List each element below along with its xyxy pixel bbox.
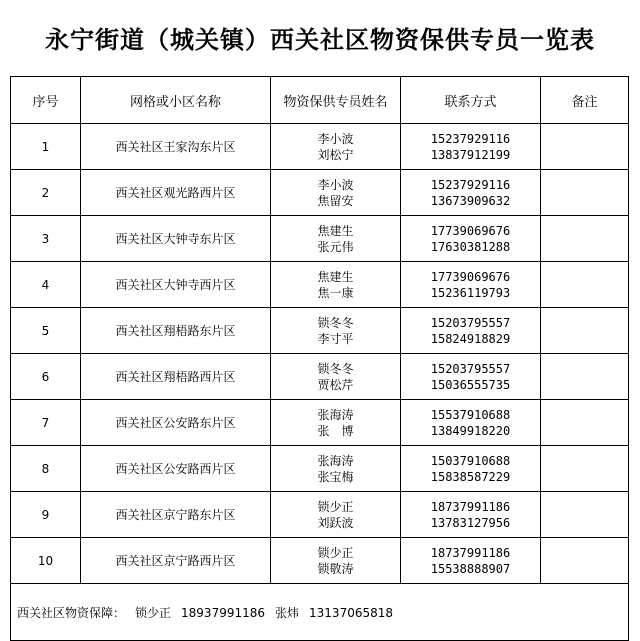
row-names xyxy=(271,446,401,492)
row-area: 西关社区京宁路西片区 xyxy=(81,538,271,584)
row-names xyxy=(271,124,401,170)
row-names xyxy=(271,262,401,308)
table-row xyxy=(11,354,629,400)
staff-name: 锁少正 xyxy=(317,545,354,560)
row-area: 西关社区公安路西片区 xyxy=(81,446,271,492)
row-remark xyxy=(541,308,629,354)
row-index: 2 xyxy=(11,170,81,216)
phone-number: 15036555735 xyxy=(430,377,511,392)
phone-number: 15237929116 xyxy=(430,131,511,146)
row-area: 西关社区王家沟东片区 xyxy=(81,124,271,170)
row-phones xyxy=(401,492,541,538)
footer-person-1: 锁少正 xyxy=(135,605,172,620)
staff-name: 李寸平 xyxy=(317,331,354,346)
row-phones xyxy=(401,538,541,584)
footer-phone-2: 13137065818 xyxy=(309,605,394,620)
footer-row xyxy=(11,584,629,641)
row-remark xyxy=(541,400,629,446)
row-index: 10 xyxy=(11,538,81,584)
header-area: 网格或小区名称 xyxy=(81,77,271,124)
staff-name: 锁少正 xyxy=(317,499,354,514)
row-phones xyxy=(401,400,541,446)
staff-name: 锁敬涛 xyxy=(317,561,354,576)
phone-number: 15203795557 xyxy=(430,315,511,330)
phone-number: 13849918220 xyxy=(430,423,511,438)
header-index: 序号 xyxy=(11,77,81,124)
row-phones xyxy=(401,216,541,262)
phone-number: 15538888907 xyxy=(430,561,511,576)
row-names xyxy=(271,400,401,446)
row-remark xyxy=(541,262,629,308)
row-area: 西关社区翔梧路东片区 xyxy=(81,308,271,354)
table-row xyxy=(11,262,629,308)
row-remark xyxy=(541,354,629,400)
footer-phone-1: 18937991186 xyxy=(181,605,266,620)
staff-name: 刘松宁 xyxy=(317,147,354,162)
table-row xyxy=(11,446,629,492)
phone-number: 15537910688 xyxy=(430,407,511,422)
staff-name: 焦一康 xyxy=(317,285,354,300)
row-phones xyxy=(401,446,541,492)
staff-name: 李小波 xyxy=(317,131,354,146)
staff-name: 张海涛 xyxy=(317,407,354,422)
table-row xyxy=(11,216,629,262)
phone-number: 15203795557 xyxy=(430,361,511,376)
phone-number: 15236119793 xyxy=(430,285,511,300)
row-phones xyxy=(401,262,541,308)
row-index: 3 xyxy=(11,216,81,262)
footer-person-2: 张炜 xyxy=(275,605,300,620)
row-names xyxy=(271,308,401,354)
staff-name: 刘跃波 xyxy=(317,515,354,530)
phone-number: 13837912199 xyxy=(430,147,511,162)
table-row xyxy=(11,124,629,170)
header-remark: 备注 xyxy=(541,77,629,124)
staff-name: 张元伟 xyxy=(317,239,354,254)
row-remark xyxy=(541,216,629,262)
staff-name: 张 博 xyxy=(317,423,354,438)
phone-number: 13783127956 xyxy=(430,515,511,530)
phone-number: 17739069676 xyxy=(430,223,511,238)
row-index: 6 xyxy=(11,354,81,400)
staff-name: 李小波 xyxy=(317,177,354,192)
page-title: 永宁街道（城关镇）西关社区物资保供专员一览表 xyxy=(45,25,595,54)
phone-number: 15824918829 xyxy=(430,331,511,346)
table-row xyxy=(11,170,629,216)
row-names xyxy=(271,492,401,538)
staff-name: 张宝梅 xyxy=(317,469,354,484)
staff-name: 贾松芹 xyxy=(317,377,354,392)
row-area: 西关社区公安路东片区 xyxy=(81,400,271,446)
staff-name: 锁冬冬 xyxy=(317,315,354,330)
table-row xyxy=(11,400,629,446)
phone-number: 15237929116 xyxy=(430,177,511,192)
phone-number: 13673909632 xyxy=(430,193,511,208)
header-names: 物资保供专员姓名 xyxy=(271,77,401,124)
row-names xyxy=(271,354,401,400)
row-remark xyxy=(541,446,629,492)
row-index: 4 xyxy=(11,262,81,308)
row-phones xyxy=(401,124,541,170)
row-area: 西关社区大钟寺东片区 xyxy=(81,216,271,262)
row-area: 西关社区翔梧路西片区 xyxy=(81,354,271,400)
table-row xyxy=(11,492,629,538)
row-phones xyxy=(401,354,541,400)
row-index: 5 xyxy=(11,308,81,354)
header-contact: 联系方式 xyxy=(401,77,541,124)
row-remark xyxy=(541,538,629,584)
row-area: 西关社区京宁路东片区 xyxy=(81,492,271,538)
table-header-row xyxy=(11,77,629,124)
phone-number: 17630381288 xyxy=(430,239,511,254)
row-names xyxy=(271,216,401,262)
row-index: 1 xyxy=(11,124,81,170)
phone-number: 15838587229 xyxy=(430,469,511,484)
row-area: 西关社区大钟寺西片区 xyxy=(81,262,271,308)
phone-number: 18737991186 xyxy=(430,545,511,560)
phone-number: 18737991186 xyxy=(430,499,511,514)
table-row xyxy=(11,538,629,584)
row-index: 7 xyxy=(11,400,81,446)
row-phones xyxy=(401,170,541,216)
row-phones xyxy=(401,308,541,354)
staff-name: 焦留安 xyxy=(317,193,354,208)
row-names xyxy=(271,170,401,216)
row-index: 9 xyxy=(11,492,81,538)
phone-number: 15037910688 xyxy=(430,453,511,468)
row-index: 8 xyxy=(11,446,81,492)
table-row xyxy=(11,308,629,354)
staff-table xyxy=(10,76,629,641)
footer-cell xyxy=(11,584,629,641)
row-area: 西关社区观光路西片区 xyxy=(81,170,271,216)
staff-name: 焦建生 xyxy=(317,269,354,284)
staff-name: 焦建生 xyxy=(317,223,354,238)
row-remark xyxy=(541,170,629,216)
row-remark xyxy=(541,124,629,170)
row-names xyxy=(271,538,401,584)
staff-name: 锁冬冬 xyxy=(317,361,354,376)
phone-number: 17739069676 xyxy=(430,269,511,284)
row-remark xyxy=(541,492,629,538)
staff-name: 张海涛 xyxy=(317,453,354,468)
footer-label: 西关社区物资保障： xyxy=(17,605,126,620)
